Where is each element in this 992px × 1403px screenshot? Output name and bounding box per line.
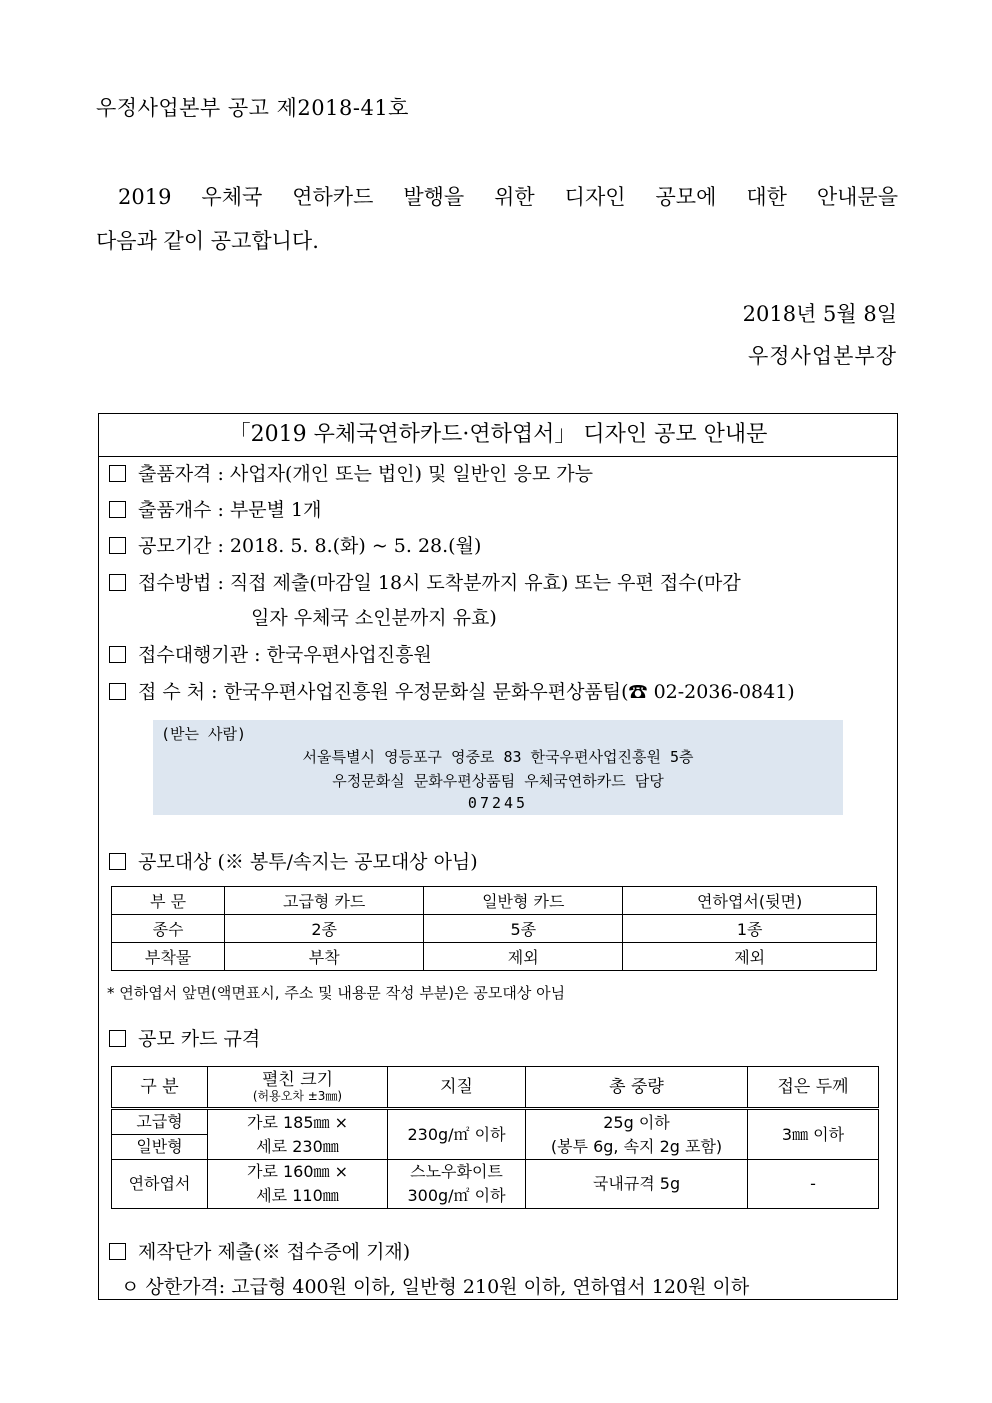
cell: 제외 bbox=[424, 943, 623, 971]
cell-line: 25g 이하 bbox=[603, 1112, 670, 1132]
item-submission-method-cont: 일자 우체국 소인분까지 유효) bbox=[251, 607, 497, 629]
checkbox-square-icon bbox=[109, 853, 126, 870]
cell-line: 가로 160㎜ × bbox=[246, 1162, 349, 1181]
col-header: 지질 bbox=[388, 1067, 526, 1109]
cell-line: 가로 185㎜ × bbox=[246, 1112, 349, 1132]
cell: 종수 bbox=[112, 915, 225, 943]
signer: 우정사업본부장 bbox=[747, 344, 897, 368]
notice-date: 2018년 5월 8일 bbox=[742, 302, 897, 326]
notice-number: 우정사업본부 공고 제2018-41호 bbox=[96, 96, 409, 120]
cell-line: 300g/㎡ 이하 bbox=[407, 1186, 506, 1205]
table-header-row bbox=[112, 1067, 879, 1109]
postcode: 07245 bbox=[467, 794, 529, 812]
cell bbox=[208, 1109, 388, 1160]
col-header: 접은 두께 bbox=[748, 1067, 879, 1109]
checkbox-square-icon bbox=[109, 465, 126, 482]
item-text: 접 수 처 : 한국우편사업진흥원 우정문화실 문화우편상품팀(☎ 02-2036-0841) bbox=[138, 681, 795, 703]
cell-line: 세로 230㎜ bbox=[256, 1136, 339, 1156]
intro-paragraph bbox=[96, 175, 898, 263]
col-header-sub: (허용오차 ±3㎜) bbox=[252, 1088, 343, 1103]
item-eligibility bbox=[109, 459, 593, 486]
targets-note: * 연하엽서 앞면(액면표시, 주소 및 내용문 작성 부분)은 공모대상 아님 bbox=[107, 984, 566, 1002]
heading-text: 공모 카드 규격 bbox=[138, 1028, 261, 1050]
specs-table bbox=[111, 1066, 879, 1209]
cell: 제외 bbox=[623, 943, 877, 971]
cell: 부착 bbox=[225, 943, 424, 971]
col-header: 연하엽서(뒷면) bbox=[623, 887, 877, 915]
targets-table bbox=[111, 886, 877, 971]
checkbox-square-icon bbox=[109, 537, 126, 554]
checkbox-square-icon bbox=[109, 501, 126, 518]
checkbox-square-icon bbox=[109, 1243, 126, 1260]
item-recipient bbox=[109, 677, 795, 704]
cell-line: 스노우화이트 bbox=[410, 1162, 503, 1181]
intro-line-1: 2019 우체국 연하카드 발행을 위한 디자인 공모에 대한 안내문을 bbox=[118, 185, 898, 209]
item-text: 접수대행기관 : 한국우편사업진흥원 bbox=[138, 644, 432, 666]
item-agency bbox=[109, 640, 432, 667]
item-text: 출품자격 : 사업자(개인 또는 법인) 및 일반인 응모 가능 bbox=[138, 463, 593, 485]
col-header bbox=[208, 1067, 388, 1109]
address-line-2: 우정문화실 문화우편상품팀 우체국연하카드 담당 bbox=[332, 772, 664, 790]
heading-text: 제작단가 제출(※ 접수증에 기재) bbox=[138, 1241, 411, 1263]
table-row bbox=[112, 1109, 879, 1135]
cell: - bbox=[748, 1160, 879, 1209]
col-header: 부 문 bbox=[112, 887, 225, 915]
cell: 부착물 bbox=[112, 943, 225, 971]
item-text: 공모기간 : 2018. 5. 8.(화) ~ 5. 28.(월) bbox=[138, 535, 482, 557]
cell: 연하엽서 bbox=[112, 1160, 208, 1209]
col-header: 총 중량 bbox=[526, 1067, 748, 1109]
item-submission-method bbox=[109, 568, 741, 595]
heading-text: 공모대상 (※ 봉투/속지는 공모대상 아님) bbox=[138, 851, 478, 873]
checkbox-square-icon bbox=[109, 574, 126, 591]
col-header-main: 펼친 크기 bbox=[261, 1070, 334, 1091]
cell: 1종 bbox=[623, 915, 877, 943]
item-entry-count bbox=[109, 495, 321, 522]
cell bbox=[526, 1109, 748, 1160]
cell-line: 세로 110㎜ bbox=[256, 1186, 339, 1205]
item-period bbox=[109, 531, 481, 558]
checkbox-square-icon bbox=[109, 646, 126, 663]
cell-line: (봉투 6g, 속지 2g 포함) bbox=[550, 1136, 723, 1156]
cell: 2종 bbox=[225, 915, 424, 943]
table-row bbox=[112, 1160, 879, 1209]
item-text: 접수방법 : 직접 제출(마감일 18시 도착분까지 유효) 또는 우편 접수(마감 bbox=[138, 572, 741, 594]
recipient-address-block bbox=[153, 720, 843, 815]
targets-heading bbox=[109, 847, 478, 874]
pricing-bullet: ㅇ 상한가격: 고급형 400원 이하, 일반형 210원 이하, 연하엽서 120원 이하 bbox=[121, 1276, 750, 1298]
address-label: (받는 사람) bbox=[161, 725, 247, 743]
checkbox-square-icon bbox=[109, 683, 126, 700]
cell bbox=[208, 1160, 388, 1209]
col-header: 고급형 카드 bbox=[225, 887, 424, 915]
cell: 고급형 bbox=[112, 1109, 208, 1135]
col-header: 구 분 bbox=[112, 1067, 208, 1109]
address-line-1: 서울특별시 영등포구 영중로 83 한국우편사업진흥원 5층 bbox=[302, 748, 694, 766]
col-header: 일반형 카드 bbox=[424, 887, 623, 915]
table-header-row bbox=[112, 887, 877, 915]
cell: 국내규격 5g bbox=[526, 1160, 748, 1209]
cell: 3㎜ 이하 bbox=[748, 1109, 879, 1160]
specs-heading bbox=[109, 1024, 260, 1051]
cell: 일반형 bbox=[112, 1135, 208, 1160]
cell bbox=[388, 1160, 526, 1209]
contest-guide-box bbox=[98, 413, 898, 1300]
table-row bbox=[112, 915, 877, 943]
item-text: 출품개수 : 부문별 1개 bbox=[138, 499, 322, 521]
cell: 230g/㎡ 이하 bbox=[388, 1109, 526, 1160]
checkbox-square-icon bbox=[109, 1030, 126, 1047]
pricing-heading bbox=[109, 1237, 410, 1264]
cell: 5종 bbox=[424, 915, 623, 943]
intro-line-2: 다음과 같이 공고합니다. bbox=[96, 229, 319, 253]
guide-title: 「2019 우체국연하카드·연하엽서」 디자인 공모 안내문 bbox=[99, 414, 897, 457]
table-row bbox=[112, 943, 877, 971]
